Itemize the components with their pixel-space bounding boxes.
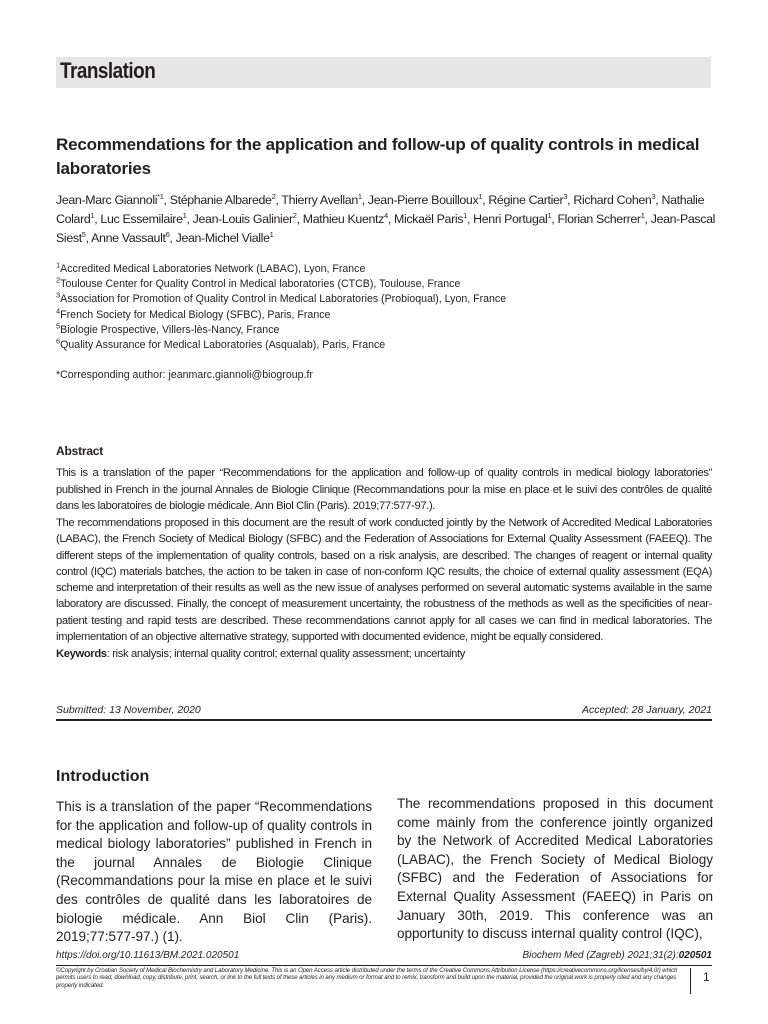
author-list: Jean-Marc Giannoli$^{*1}$, Stéphanie Albarede$^2$, Thierry Avellan$^1$, Jean-Pierre Bouilloux$^1$, Régine Cartier$^3$, Richard Cohen$^3$, Nathalie Colard$^1$, Luc Essemilaire$^1$, Jean-Louis Galinier$^2$, Mathieu Kuentz$^4$, Mickaël Paris$^1$, Henri Portugal$^1$, Florian Scherrer$^1$, Jean-Pascal Siest$^5$, Anne Vassault$^6$, Jean-Michel Vialle$^1$ (56, 191, 716, 245)
author-affiliation-mark: 5 (81, 229, 86, 239)
author-name: Richard Cohen (573, 193, 652, 207)
author-affiliation-mark: 1 (90, 210, 95, 220)
affiliation-text: French Society for Medical Biology (SFBC), Paris, France (60, 308, 331, 321)
author-name: Stéphanie Albarede (169, 193, 272, 207)
author (281, 193, 361, 207)
author-affiliation-mark: 1 (640, 210, 645, 220)
author-affiliation-mark: 1 (269, 229, 274, 239)
affiliation-number: 3 (56, 290, 61, 300)
keywords-label: Keywords (56, 648, 107, 661)
author-affiliation-mark: 1 (357, 191, 362, 201)
author (473, 212, 551, 226)
author-name: Mathieu Kuentz (302, 212, 384, 226)
affiliation-text: Biologie Prospective, Villers-lès-Nancy, France (60, 323, 280, 336)
introduction-left-column: This is a translation of the paper “Recommendations for the application and follow-up of quality controls in medical biology laboratories” published in French in the journal Annales de Biologie Clinique (Recommandations pour la mise en place et le suivi des contrôles de qualité dans les laboratoires de biologie médicale. Ann Biol Clin (Paris). 2019;77:577-97.) (1). (56, 799, 372, 945)
author-name: Jean-Michel Vialle (175, 231, 270, 245)
author-affiliation-mark: 1 (547, 210, 552, 220)
affiliation-number: 4 (56, 306, 61, 316)
author-affiliation-mark: 6 (165, 229, 170, 239)
introduction-right-column: The recommendations proposed in this document come mainly from the conference jointly organized by the Network of Accredited Medical Laboratories (LABAC), the French Society of Medical Biology (SFBC) and the Federation of Associations for External Quality Assessment (FAEEQ) in Paris on January 30th, 2019. This conference was an opportunity to discuss internal quality control (IQC), (397, 796, 713, 942)
affiliation-number: 2 (56, 275, 61, 285)
doi-link[interactable]: https://doi.org/10.11613/BM.2021.020501 (56, 950, 240, 961)
author-name: Thierry Avellan (281, 193, 358, 207)
abstract-paragraph: The recommendations proposed in this document are the result of work conducted jointly by the Network of Accredited Medical Laboratories (LABAC), the French Society of Medical Biology (SFBC) and the Federation of Associations for External Quality Assessment (FAEEQ). The different steps of the implementation of quality controls, based on a risk analysis, are described. The changes of reagent or internal quality control (IQC) materials batches, the action to be taken in case of non-conform IQC results, the choice of external quality assessment (EQA) scheme and interpretation of their results as well as the new issue of analyses performed on several automatic systems available in the same laboratory are discussed. Finally, the concept of measurement uncertainty, the robustness of the methods as well as the specificities of near-patient testing and rapid tests are described. These recommendations cannot apply for all cases we can find in medical laboratories. The implementation of an objective alternative strategy, supported with documented evidence, might be equally considered. (56, 516, 712, 644)
author (193, 212, 297, 226)
author-affiliation-mark: 2 (292, 210, 297, 220)
corresponding-author: *Corresponding author: jeanmarc.giannoli@biogroup.fr (56, 369, 313, 381)
author-affiliation-mark: 2 (271, 191, 276, 201)
keywords-text: : risk analysis; internal quality control; external quality assessment; uncertainty (106, 648, 466, 661)
affiliation-number: 6 (56, 336, 61, 346)
article-dates (56, 704, 712, 718)
author-affiliation-mark: 1 (182, 210, 187, 220)
abstract (56, 443, 712, 663)
affiliation-number: 1 (56, 260, 61, 270)
author (488, 193, 567, 207)
author (176, 231, 274, 245)
affiliation-number: 5 (56, 321, 61, 331)
author-name: Henri Portugal (473, 212, 548, 226)
author (56, 193, 164, 207)
author-name: Jean-Marc Giannoli (56, 193, 158, 207)
article-id: 020501 (678, 950, 712, 961)
author (394, 212, 467, 226)
affiliation (56, 277, 716, 292)
author-affiliation-mark: *1 (157, 191, 164, 201)
author-name: Jean-Pascal Siest (56, 212, 716, 245)
author-name: Luc Essemilaire (100, 212, 183, 226)
journal-citation (522, 950, 712, 961)
accepted-date: Accepted: 28 January, 2021 (582, 704, 712, 716)
affiliation (56, 262, 716, 277)
affiliation-text: Quality Assurance for Medical Laboratories (Asqualab), Paris, France (60, 339, 386, 352)
affiliation (56, 292, 716, 307)
author (368, 193, 482, 207)
author (573, 193, 655, 207)
footer-separator (690, 968, 691, 994)
introduction-heading: Introduction (56, 768, 150, 785)
footer-divider (56, 965, 712, 966)
section-label: Translation (60, 58, 156, 83)
author-name: Anne Vassault (91, 231, 166, 245)
abstract-paragraph: This is a translation of the paper “Recommendations for the application and follow-up of quality controls in medical biology laboratories” published in French in the journal Annales de Biologie Clinique (Recommandations pour la mise en place et le suivi des contrôles de qualité dans les laboratoires de biologie médicale. Ann Biol Clin (Paris). 2019;77:577-97.). (56, 467, 712, 512)
author-name: Jean-Pierre Bouilloux (367, 193, 479, 207)
affiliation (56, 338, 716, 353)
page-number: 1 (703, 970, 710, 984)
author-name: Mickaël Paris (394, 212, 464, 226)
author-affiliation-mark: 1 (463, 210, 467, 220)
journal-name: Biochem Med (Zagreb) 2021;31(2): (522, 950, 679, 961)
author-name: Jean-Louis Galinier (192, 212, 293, 226)
divider (56, 719, 712, 721)
author-affiliation-mark: 1 (478, 191, 483, 201)
affiliation (56, 308, 716, 323)
submitted-date: Submitted: 13 November, 2020 (56, 704, 201, 716)
author (100, 212, 186, 226)
article-title: Recommendations for the application and follow-up of quality controls in medical laboratories (56, 135, 700, 178)
affiliation-text: Accredited Medical Laboratories Network (LABAC), Lyon, France (60, 263, 366, 275)
keywords (56, 646, 712, 662)
section-header (56, 57, 711, 88)
copyright-notice: ©Copyright by Croatian Society of Medical Biochemistry and Laboratory Medicine. This is an Open Access article distributed under the terms of the Creative Commons Attribution License (https://creativecommons.org/licenses/by/4.0/) which permits users to read, download, copy, distribute, print, search, or link to the full texts of these articles in any medium or format and to remix, transform and build upon the material, provided the original work is properly cited and any changes properly indicated. (56, 967, 678, 989)
author-affiliation-mark: 4 (383, 210, 388, 220)
author-name: Nathalie Colard (56, 193, 705, 226)
affiliation-text: Association for Promotion of Quality Control in Medical Laboratories (Probioqual), Lyon, France (60, 293, 507, 306)
author-affiliation-mark: 3 (651, 191, 656, 201)
author-name: Régine Cartier (488, 193, 564, 207)
page-footer (56, 950, 712, 964)
affiliation-list (56, 262, 716, 353)
author (303, 212, 388, 226)
abstract-heading: Abstract (56, 444, 104, 458)
author-name: Florian Scherrer (557, 212, 641, 226)
affiliation-text: Toulouse Center for Quality Control in Medical laboratories (CTCB), Toulouse, France (60, 278, 461, 291)
author (170, 193, 276, 207)
affiliation (56, 323, 716, 338)
author (557, 212, 644, 226)
author (91, 231, 169, 245)
author-affiliation-mark: 3 (563, 191, 568, 201)
